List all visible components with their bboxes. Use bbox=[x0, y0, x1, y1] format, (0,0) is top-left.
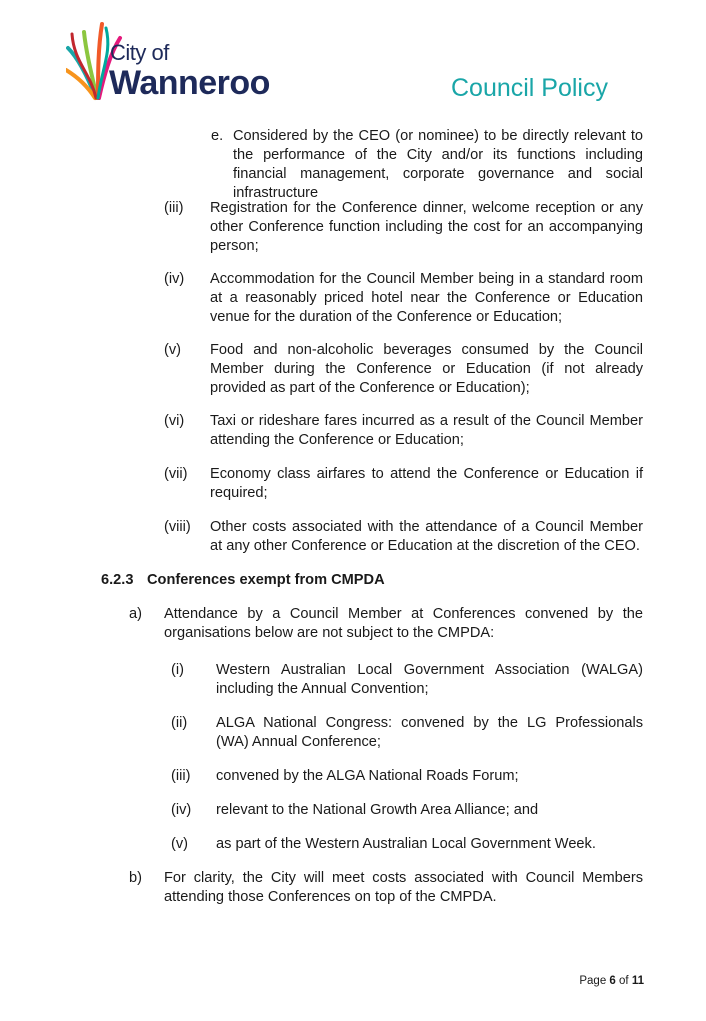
subitem-iii-text: convened by the ALGA National Roads Forum; bbox=[216, 768, 519, 784]
document-title: Council Policy bbox=[450, 74, 608, 102]
item-iii-text: Registration for the Conference dinner, welcome reception or any other Conference function including the cost for an accompanying person; bbox=[210, 200, 643, 254]
footer-page-number: 6 bbox=[609, 975, 616, 987]
item-iv-text: Accommodation for the Council Member being in a standard room at a reasonably priced hotel near the Conference or Education venue for the duration of the Conference or Education; bbox=[210, 271, 643, 325]
item-v-text: Food and non-alcoholic beverages consumed by the Council Member during the Conference or Education (if not already provided as part of the Conference or Education); bbox=[210, 342, 643, 396]
clause-b-text: For clarity, the City will meet costs associated with Council Members attending those Conferences on top of the CMPDA. bbox=[164, 870, 643, 905]
item-vi-label: (vi) bbox=[164, 413, 185, 429]
page-footer bbox=[579, 975, 644, 987]
clause-a-label: a) bbox=[129, 606, 142, 622]
subitem-ii-label: (ii) bbox=[171, 715, 188, 731]
item-v-label: (v) bbox=[164, 342, 182, 358]
subitem-v-label: (v) bbox=[171, 836, 189, 852]
city-logo bbox=[66, 18, 296, 102]
item-vii-text: Economy class airfares to attend the Conference or Education if required; bbox=[210, 466, 643, 501]
section-number: 6.2.3 bbox=[101, 572, 134, 588]
subitem-i-text: Western Australian Local Government Association (WALGA) including the Annual Convention; bbox=[216, 662, 643, 697]
item-vii-label: (vii) bbox=[164, 466, 188, 482]
clause-b-label: b) bbox=[129, 870, 142, 886]
item-iv-label: (iv) bbox=[164, 271, 185, 287]
item-viii-label: (viii) bbox=[164, 519, 191, 535]
subitem-iii-label: (iii) bbox=[171, 768, 191, 784]
logo-text-wanneroo: Wanneroo bbox=[109, 64, 270, 102]
section-title: Conferences exempt from CMPDA bbox=[147, 572, 385, 588]
item-vi-text: Taxi or rideshare fares incurred as a result of the Council Member attending the Conference or Education; bbox=[210, 413, 643, 448]
subitem-i-label: (i) bbox=[171, 662, 184, 678]
item-viii-text: Other costs associated with the attendance of a Council Member at any other Conference or Education at the discretion of the CEO. bbox=[210, 519, 643, 554]
footer-of: of bbox=[619, 975, 629, 987]
logo-text-city: City of bbox=[110, 40, 169, 65]
footer-prefix: Page bbox=[579, 975, 607, 987]
clause-a-text: Attendance by a Council Member at Conferences convened by the organisations below are not subject to the CMPDA: bbox=[164, 606, 643, 641]
footer-total-pages: 11 bbox=[631, 975, 644, 987]
subitem-iv-text: relevant to the National Growth Area Alliance; and bbox=[216, 802, 539, 818]
item-e-label: e. bbox=[211, 128, 224, 144]
item-iii-label: (iii) bbox=[164, 200, 184, 216]
subitem-v-text: as part of the Western Australian Local Government Week. bbox=[216, 836, 596, 852]
subitem-ii-text: ALGA National Congress: convened by the LG Professionals (WA) Annual Conference; bbox=[216, 715, 643, 750]
subitem-iv-label: (iv) bbox=[171, 802, 192, 818]
item-e-text: Considered by the CEO (or nominee) to be directly relevant to the performance of the City and/or its functions including financial management, corporate governance and social infrastructure bbox=[233, 128, 643, 201]
